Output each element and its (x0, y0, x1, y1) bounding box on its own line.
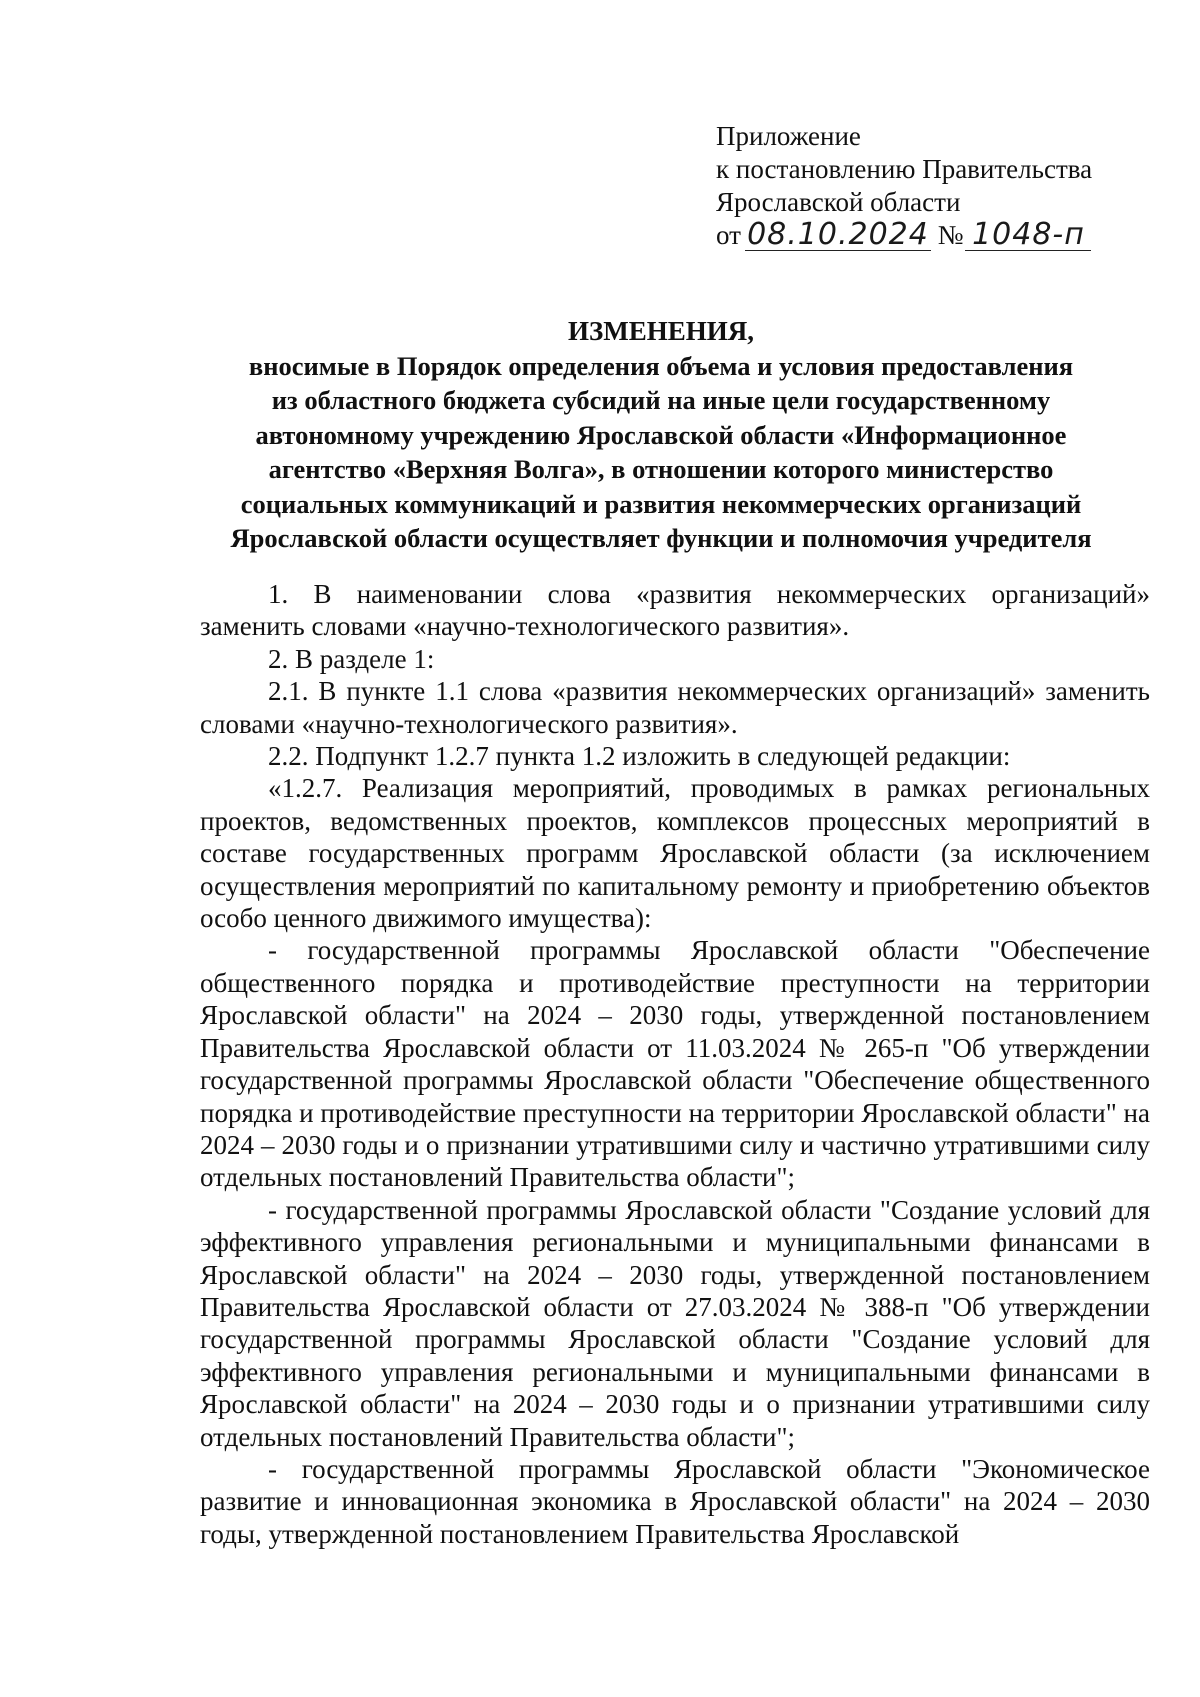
title-line: агентство «Верхняя Волга», в отношении которого министерство (268, 454, 1054, 484)
appendix-header (716, 120, 1092, 252)
document-title (170, 314, 1152, 556)
title-line: вносимые в Порядок определения объема и условия предоставления (248, 350, 1074, 381)
title-line: социальных коммуникаций и развития некоммерческих организаций (240, 488, 1082, 519)
paragraph-1: 1. В наименовании слова «развития некоммерческих организаций» заменить словами «научно-технологического развития». (200, 579, 1150, 642)
handwritten-number: 1048-п (965, 220, 1091, 251)
appendix-date-number-line (716, 219, 1092, 252)
handwritten-date: 08.10.2024 (745, 220, 931, 251)
appendix-title: Приложение (716, 121, 861, 151)
paragraph-2-2: 2.2. Подпункт 1.2.7 пункта 1.2 изложить в следующей редакции: (268, 741, 1011, 772)
title-line: автономному учреждению Ярославской области «Информационное (255, 419, 1067, 450)
list-item-program-finance: - государственной программы Ярославской области "Создание условий для эффективного управления региональными и муниципальными финансами в Ярославской области" на 2024 – 2030 годы, утвержденной постановлением Правительства Ярославской области от 27.03.2024 № 388-п "Об утверждении государственной программы Ярославской области "Создание условий для эффективного управления региональными и муниципальными финансами в Ярославской области" на 2024 – 2030 годы и о признании утратившими силу отдельных постановлений Правительства области"; (200, 1194, 1150, 1452)
from-label: от (716, 220, 741, 250)
list-item-program-economy: - государственной программы Ярославской области "Экономическое развитие и инновационная экономика в Ярославской области" на 2024 – 2030 годы, утвержденной постановлением Правительства Ярославской (200, 1453, 1150, 1549)
appendix-resolution-ref: к постановлению Правительства (716, 154, 1093, 184)
number-label: № (937, 220, 964, 250)
title-main: ИЗМЕНЕНИЯ, (567, 316, 754, 346)
document-body (200, 578, 1150, 1550)
title-line: Ярославской области осуществляет функции и полномочия учредителя (230, 523, 1092, 553)
appendix-region: Ярославской области (716, 187, 961, 217)
paragraph-2-1: 2.1. В пункте 1.1 слова «развития некоммерческих организаций» заменить словами «научно-технологического развития». (200, 676, 1150, 739)
paragraph-1-2-7: «1.2.7. Реализация мероприятий, проводимых в рамках региональных проектов, ведомственных проектов, комплексов процессных мероприятий в составе государственных программ Ярославской области (за исключением осуществления мероприятий по капитальному ремонту и приобретению объектов особо ценного движимого имущества): (200, 773, 1150, 934)
paragraph-2: 2. В разделе 1: (268, 643, 435, 674)
list-item-program-order: - государственной программы Ярославской области "Обеспечение общественного порядка и противодействие преступности на территории Ярославской области" на 2024 – 2030 годы, утвержденной постановлением Правительства Ярославской области от 11.03.2024 № 265-п "Об утверждении государственной программы Ярославской области "Обеспечение общественного порядка и противодействие преступности на территории Ярославской области" на 2024 – 2030 годы и о признании утратившими силу и частично утратившими силу отдельных постановлений Правительства области"; (200, 935, 1150, 1193)
title-line: из областного бюджета субсидий на иные цели государственному (271, 385, 1051, 415)
